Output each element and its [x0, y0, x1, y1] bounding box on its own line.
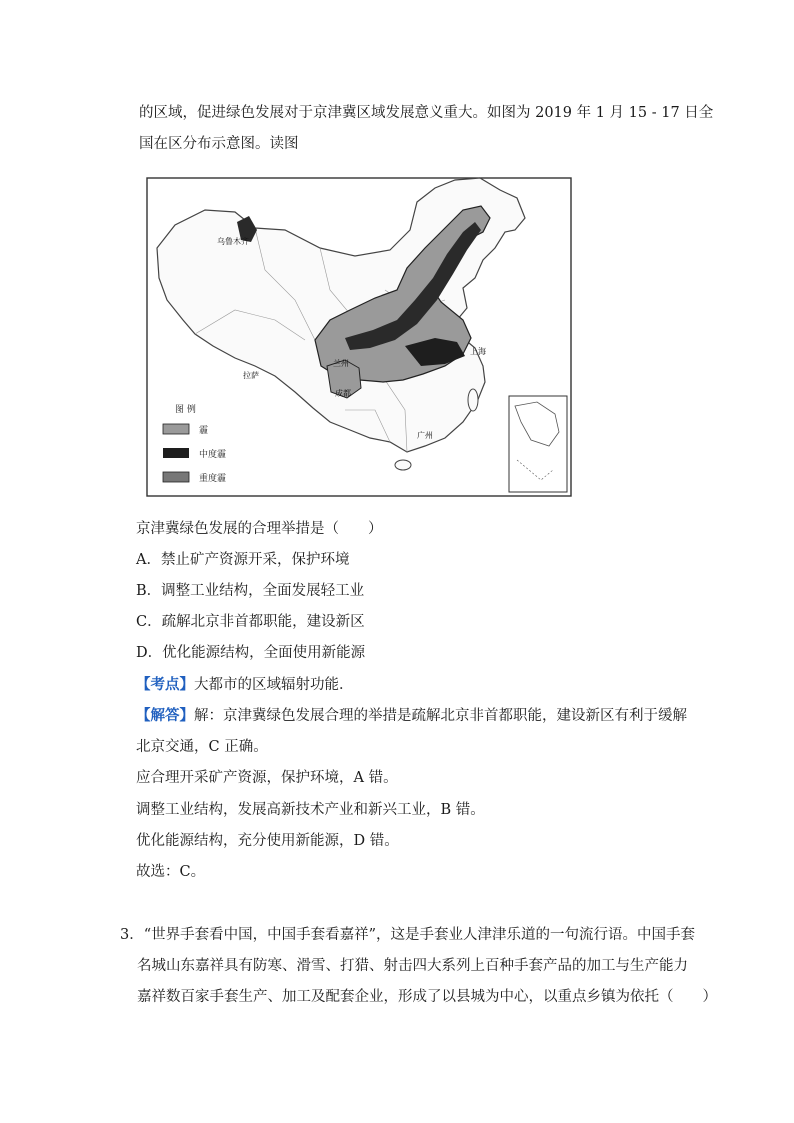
explain-line-3: 优化能源结构，充分使用新能源，D 错。 — [136, 833, 399, 849]
jieda-line-1 — [136, 706, 687, 726]
china-map-svg — [145, 170, 575, 498]
legend-swatch-haze — [163, 424, 189, 434]
city-label-2: 成都 — [335, 389, 351, 398]
city-label-3: 拉萨 — [243, 371, 259, 380]
intro-line-1: 的区域，促进绿色发展对于京津冀区域发展意义重大。如图为 2019 年 1 月 15 - 17 日全 — [139, 105, 714, 121]
explain-line-1: 应合理开采矿产资源，保护环境，A 错。 — [136, 770, 398, 786]
legend-title: 图 例 — [175, 405, 196, 415]
question-stem: 京津冀绿色发展的合理举措是（ ） — [136, 521, 383, 537]
city-label-5: 广州 — [417, 431, 433, 440]
option-a: A．禁止矿产资源开采，保护环境 — [136, 552, 350, 568]
q3-line-2: 名城山东嘉祥具有防寒、滑雪、打猎、射击四大系列上百种手套产品的加工与生产能力 — [137, 958, 688, 974]
jieda-line-2: 北京交通，C 正确。 — [136, 739, 268, 755]
haze-distribution-map — [145, 170, 575, 498]
legend-swatch-moderate — [163, 448, 189, 458]
option-b: B．调整工业结构，全面发展轻工业 — [136, 583, 365, 599]
jieda-text-1: 解：京津冀绿色发展合理的举措是疏解北京非首都职能，建设新区有利于缓解 — [194, 708, 687, 724]
city-label-0: 乌鲁木齐 — [217, 237, 249, 246]
answer-line: 故选：C。 — [136, 864, 206, 880]
option-c: C．疏解北京非首都职能，建设新区 — [136, 614, 365, 630]
legend-label-1: 中度霾 — [199, 450, 227, 460]
kaodian-line — [136, 675, 354, 695]
city-label-4: 上海 — [470, 347, 486, 356]
legend-label-0: 霾 — [199, 426, 209, 436]
jieda-tag: 【解答】 — [136, 707, 194, 724]
kaodian-text: 大都市的区域辐射功能． — [194, 677, 354, 693]
intro-line-2: 国在区分布示意图。读图 — [139, 136, 299, 152]
q3-line-3: 嘉祥数百家手套生产、加工及配套企业，形成了以县城为中心，以重点乡镇为依托（ ） — [137, 989, 717, 1005]
q3-line-1: 3．“世界手套看中国，中国手套看嘉祥”，这是手套业人津津乐道的一句流行语。中国手套 — [120, 927, 696, 943]
option-d: D．优化能源结构，全面使用新能源 — [136, 645, 366, 661]
city-label-1: 兰州 — [333, 359, 349, 368]
south-china-sea-inset — [509, 396, 567, 492]
legend-swatch-severe — [163, 472, 189, 482]
kaodian-tag: 【考点】 — [136, 676, 194, 693]
legend-label-2: 重度霾 — [199, 474, 227, 484]
explain-line-2: 调整工业结构，发展高新技术产业和新兴工业，B 错。 — [136, 802, 485, 818]
